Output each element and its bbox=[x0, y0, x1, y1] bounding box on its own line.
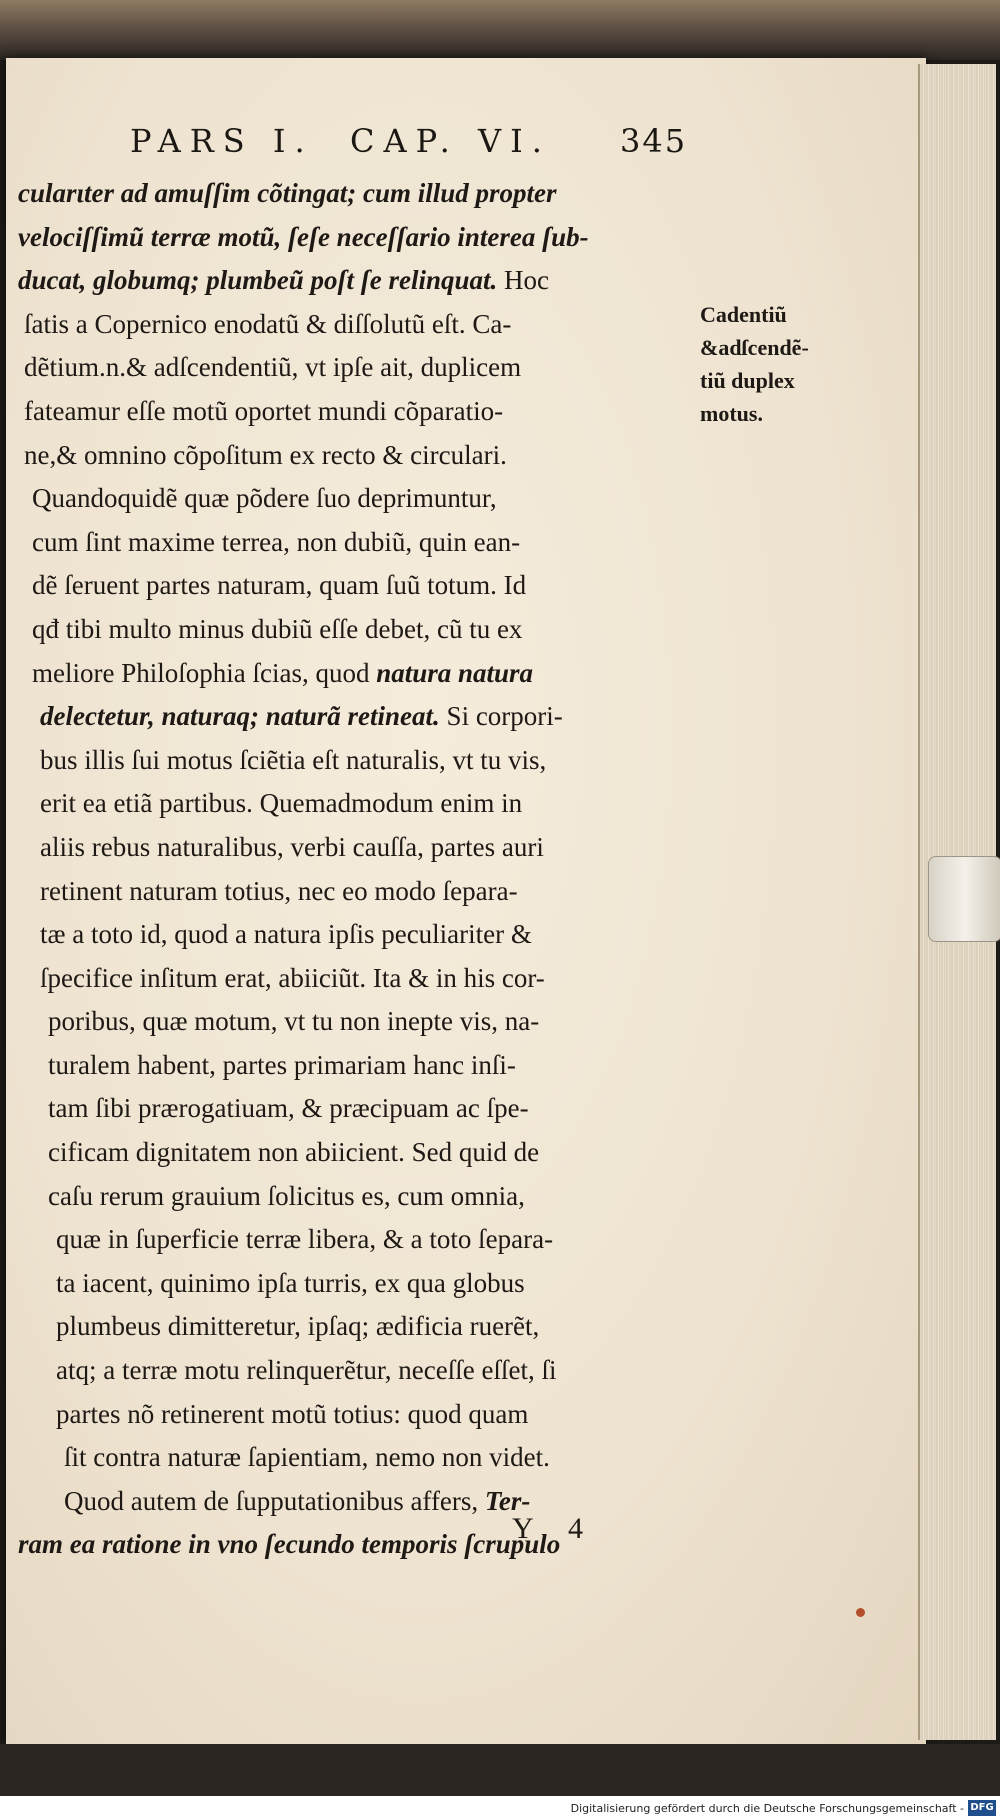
text-line: turalem habent, partes primariam hanc inſi- bbox=[48, 1049, 516, 1080]
margin-note-line: Cadentiũ bbox=[700, 302, 787, 327]
text-line: caſu rerum grauium ſolicitus es, cum omnia, bbox=[48, 1180, 525, 1211]
text-segment: meliore Philoſophia ſcias, quod bbox=[32, 657, 377, 688]
text-line: plumbeus dimitteretur, ipſaq; ædificia ruerẽt, bbox=[56, 1311, 540, 1342]
text-segment: Si corpori- bbox=[439, 701, 563, 732]
text-line: tæ a toto id, quod a natura ipſis peculiariter & bbox=[40, 919, 532, 950]
digitization-credit: Digitalisierung gefördert durch die Deutsche Forschungsgemeinschaft - bbox=[570, 1802, 964, 1815]
text-line: ram ea ratione in vno ſecundo temporis ſcrupulo bbox=[18, 1529, 561, 1560]
text-segment: natura natura bbox=[376, 657, 534, 688]
text-line: cum ſint maxime terrea, non dubiũ, quin ean- bbox=[32, 526, 521, 557]
text-line: fateamur eſſe motũ oportet mundi cõparatio- bbox=[24, 395, 504, 426]
running-header bbox=[130, 118, 730, 168]
body-text bbox=[18, 172, 728, 1567]
text-line: retinent naturam totius, nec eo modo ſepara- bbox=[40, 875, 518, 906]
text-line: velociſſimũ terræ motũ, ſeſe neceſſario interea ſub- bbox=[18, 221, 589, 252]
text-line: cularιter ad amuſſim cõtingat; cum illud propter bbox=[18, 178, 557, 208]
page-clip bbox=[928, 856, 1000, 942]
text-segment: Hoc bbox=[497, 265, 550, 296]
dfg-logo: DFG bbox=[968, 1800, 996, 1816]
text-segment: ducat, globumq; plumbeũ poſt ſe relinquat. bbox=[18, 265, 498, 296]
text-line bbox=[18, 259, 728, 303]
text-line: qđ tibi multo minus dubiũ eſſe debet, cũ tu ex bbox=[32, 613, 523, 644]
text-line: dẽ ſeruent partes naturam, quam ſuũ totum. Id bbox=[32, 570, 527, 601]
text-line: erit ea etiã partibus. Quemadmodum enim in bbox=[40, 788, 523, 819]
text-line: ſit contra naturæ ſapientiam, nemo non videt. bbox=[64, 1442, 550, 1473]
text-line bbox=[18, 695, 728, 739]
text-line: dẽtium.n.& adſcendentiũ, vt ipſe ait, duplicem bbox=[24, 352, 522, 383]
text-line: poribus, quæ motum, vt tu non inepte vis, na- bbox=[48, 1006, 540, 1037]
page-number: 345 bbox=[620, 122, 688, 160]
margin-note-line: &adſcendẽ- bbox=[700, 335, 809, 360]
book-top-background bbox=[0, 0, 1000, 60]
text-line: bus illis ſui motus ſciẽtia eſt naturalis, vt tu vis, bbox=[40, 744, 547, 775]
text-line: partes nõ retinerent motũ totius: quod quam bbox=[56, 1398, 529, 1429]
text-line: quæ in ſuperficie terræ libera, & a toto ſepara- bbox=[56, 1224, 554, 1255]
text-line: atq; a terræ motu relinquerẽtur, neceſſe eſſet, ſi bbox=[56, 1355, 557, 1386]
text-segment: Quod autem de ſupputationibus affers, bbox=[64, 1485, 485, 1516]
text-line: cificam dignitatem non abiicient. Sed quid de bbox=[48, 1137, 540, 1168]
text-line: Quandoquidẽ quæ põdere ſuo deprimuntur, bbox=[32, 483, 497, 514]
header-chapter: CAP. VI. bbox=[350, 122, 551, 160]
text-line: aliis rebus naturalibus, verbi cauſſa, partes auri bbox=[40, 831, 544, 862]
ink-stain bbox=[856, 1608, 865, 1617]
text-line: tam ſibi prærogatiuam, & præcipuam ac ſpe- bbox=[48, 1093, 529, 1124]
text-line bbox=[18, 652, 728, 696]
text-segment: delectetur, naturaq; naturã retineat. bbox=[40, 701, 440, 732]
text-line: ſpecifice inſitum erat, abiiciũt. Ita & in his cor- bbox=[40, 962, 545, 993]
text-segment: Ter- bbox=[484, 1485, 531, 1516]
signature-mark: Y 4 bbox=[512, 1512, 598, 1545]
text-line: ne,& omnino cõpoſitum ex recto & circulari. bbox=[24, 439, 507, 470]
text-line: ſatis a Copernico enodatũ & diſſolutũ eſt. Ca- bbox=[24, 308, 512, 339]
margin-note bbox=[700, 298, 840, 430]
text-line: ta iacent, quinimo ipſa turris, ex qua globus bbox=[56, 1267, 525, 1298]
margin-note-line: tiũ duplex bbox=[700, 368, 795, 393]
margin-note-line: motus. bbox=[700, 401, 763, 426]
text-line bbox=[18, 1480, 728, 1524]
header-part: PARS I. bbox=[130, 122, 314, 160]
book-bottom-background bbox=[0, 1744, 1000, 1796]
